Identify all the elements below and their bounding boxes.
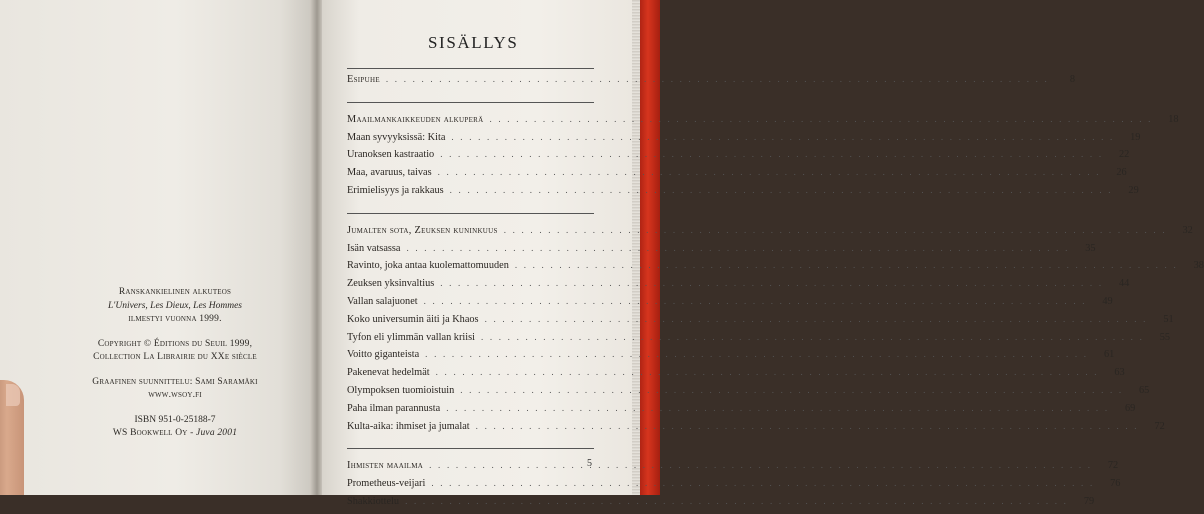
- toc-divider: [347, 213, 594, 214]
- toc-entry: [347, 495, 1095, 514]
- toc-entry-title: Voitto giganteista: [347, 349, 420, 361]
- left-page: [0, 0, 318, 495]
- toc-entry: [347, 349, 1115, 367]
- toc-entry-page: 76: [1110, 478, 1121, 490]
- toc-entry-page: 72: [1107, 460, 1119, 472]
- toc-entry-page: 55: [1159, 331, 1171, 343]
- toc-entry-title: Ravinto, joka antaa kuolemattomuuden: [347, 260, 509, 272]
- toc-entry-page: 8: [1069, 74, 1075, 85]
- toc-leader-dots: [405, 496, 1068, 506]
- toc-leader-dots: [440, 278, 1103, 288]
- toc-leader-dots: [431, 478, 1094, 488]
- toc-entry-page: 38: [1193, 260, 1204, 272]
- toc-entry: [347, 295, 1113, 314]
- toc-divider: [347, 102, 594, 103]
- toc-divider: [347, 68, 594, 69]
- toc-leader-dots: [425, 349, 1088, 359]
- thumbnail-nail: [6, 384, 20, 406]
- toc-entry-title: Paha ilman parannusta: [347, 402, 441, 414]
- toc-entry: [347, 478, 1121, 496]
- toc-entry-title: Olympoksen tuomioistuin: [347, 384, 455, 396]
- toc-leader-dots: [406, 243, 1069, 253]
- toc-entry-page: 19: [1130, 131, 1141, 143]
- toc-entry: [347, 131, 1141, 150]
- toc-entry: [347, 167, 1127, 185]
- toc-leader-dots: [440, 149, 1103, 159]
- toc-leader-dots: [460, 385, 1123, 395]
- toc-leader-dots: [429, 460, 1092, 470]
- toc-entry-page: 79: [1083, 495, 1095, 507]
- toc-entry-title: Maa, avaruus, taivas: [347, 167, 432, 179]
- toc-entry-page: 61: [1103, 349, 1115, 361]
- toc-leader-dots: [481, 332, 1144, 342]
- colophon-printer: WS Bookwell Oy - Juva 2001: [112, 428, 238, 438]
- colophon-isbn: ISBN 951-0-25188-7: [134, 414, 216, 425]
- colophon-original-title: L'Univers, Les Dieux, Les Hommes: [108, 300, 242, 311]
- toc-entry: [347, 184, 1139, 203]
- toc-entry-title: Prometheus-veijari: [347, 478, 426, 490]
- toc-entry-page: 35: [1085, 242, 1096, 254]
- toc-section-heading: [347, 224, 1193, 243]
- table-of-contents: [347, 68, 1204, 514]
- toc-entry: [347, 149, 1130, 167]
- toc-entry-title: Maan syvyyksissä: Kita: [347, 131, 446, 143]
- toc-entry-page: 32: [1182, 224, 1193, 236]
- page-number: 5: [587, 458, 592, 469]
- toc-entry: [347, 402, 1136, 421]
- toc-entry-page: 65: [1139, 384, 1150, 396]
- colophon: [80, 286, 270, 441]
- colophon-copyright: Copyright © Éditions du Seuil 1999,: [97, 338, 253, 349]
- toc-entry: [347, 420, 1165, 439]
- toc-entry: [347, 331, 1171, 350]
- toc-leader-dots: [424, 296, 1087, 306]
- toc-divider: [347, 448, 594, 449]
- toc-entry-title: Maailmankaikkeuden alkuperä: [347, 113, 484, 125]
- toc-entry: [347, 367, 1125, 385]
- toc-leader-dots: [504, 225, 1167, 235]
- toc-entry-page: 72: [1154, 420, 1165, 432]
- toc-entry-title: Vallan salajuonet: [347, 295, 418, 307]
- toc-entry-title: Jumalten sota, Zeuksen kuninkuus: [347, 224, 498, 236]
- toc-entry: [347, 260, 1204, 278]
- colophon-website: www.wsoy.fi: [148, 390, 202, 400]
- toc-entry-title: Esipuhe: [347, 74, 380, 85]
- toc-entry-page: 69: [1124, 402, 1136, 414]
- toc-entry-title: Shakkiottelu: [347, 495, 400, 507]
- toc-entry: [347, 278, 1130, 296]
- toc-entry-title: Zeuksen yksinvaltius: [347, 278, 435, 290]
- toc-entry-page: 29: [1128, 184, 1139, 196]
- toc-entry: [347, 384, 1150, 403]
- toc-title: SISÄLLYS: [428, 33, 519, 52]
- toc-entry-title: Tyfon eli ylimmän vallan kriisi: [347, 331, 475, 343]
- toc-section-heading: [347, 113, 1179, 132]
- toc-entry-title: Uranoksen kastraatio: [347, 149, 435, 161]
- toc-entry-page: 49: [1102, 295, 1113, 307]
- toc-entry-page: 63: [1114, 367, 1125, 379]
- toc-leader-dots: [451, 132, 1114, 142]
- toc-entry-title: Erimielisyys ja rakkaus: [347, 184, 444, 196]
- toc-leader-dots: [490, 114, 1153, 124]
- toc-section-heading: [347, 460, 1119, 478]
- toc-entry-page: 44: [1119, 278, 1130, 290]
- toc-entry-page: 22: [1118, 149, 1130, 161]
- toc-leader-dots: [485, 314, 1148, 324]
- toc-leader-dots: [386, 74, 1049, 84]
- toc-entry: [347, 242, 1096, 261]
- toc-entry-page: 26: [1116, 167, 1127, 179]
- toc-leader-dots: [446, 403, 1109, 413]
- toc-entry-page: 51: [1163, 313, 1174, 325]
- colophon-original-title-label: Ranskankielinen alkuteos: [118, 287, 232, 297]
- toc-entry: [347, 313, 1174, 332]
- toc-entry-title: Kulta-aika: ihmiset ja jumalat: [347, 420, 470, 432]
- colophon-designer: Graafinen suunnittelu: Sami Saramäki: [92, 376, 258, 387]
- toc-leader-dots: [515, 260, 1178, 270]
- colophon-collection: Collection La Librairie du XXe siècle: [93, 352, 257, 362]
- toc-entry-title: Pakenevat hedelmät: [347, 367, 430, 379]
- colophon-publication-year: ilmestyi vuonna 1999.: [128, 314, 222, 324]
- toc-entry-title: Isän vatsassa: [347, 242, 401, 254]
- toc-entry-page: 18: [1168, 113, 1179, 125]
- toc-section-heading: [347, 74, 1075, 92]
- toc-leader-dots: [436, 367, 1099, 377]
- toc-leader-dots: [476, 421, 1139, 431]
- toc-leader-dots: [450, 185, 1113, 195]
- toc-entry-title: Ihmisten maailma: [347, 460, 424, 472]
- toc-leader-dots: [438, 167, 1101, 177]
- toc-entry-title: Koko universumin äiti ja Khaos: [347, 313, 479, 325]
